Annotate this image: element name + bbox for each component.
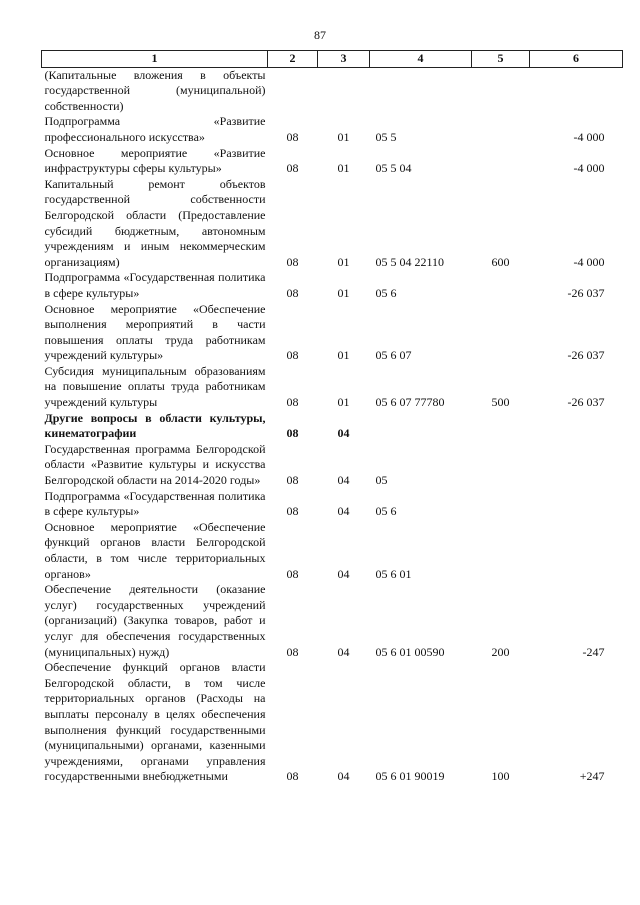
row-expense-type-cell bbox=[472, 489, 530, 520]
row-amount-cell: -26 037 bbox=[567, 285, 605, 300]
row-subsection-cell: 01 bbox=[337, 254, 350, 269]
row-amount-cell bbox=[530, 520, 623, 582]
table-row bbox=[42, 489, 623, 520]
row-section-cell: 08 bbox=[286, 504, 299, 519]
row-target-code-cell: 05 5 04 22110 bbox=[375, 254, 445, 269]
row-name-cell: Подпрограмма «Развитие профессионального искусства» bbox=[44, 114, 266, 144]
row-amount-cell bbox=[530, 442, 623, 489]
row-section-cell: 08 bbox=[286, 426, 299, 441]
row-name-cell: (Капитальные вложения в объекты государственной (муниципальной) собственности) bbox=[44, 67, 266, 113]
row-section-cell: 08 bbox=[286, 566, 299, 581]
row-target-code-cell: 05 bbox=[375, 473, 388, 488]
table-row bbox=[42, 660, 623, 785]
row-section-cell: 08 bbox=[286, 473, 299, 488]
row-expense-type-cell bbox=[472, 67, 530, 114]
row-subsection-cell: 04 bbox=[337, 473, 350, 488]
row-section-cell: 08 bbox=[286, 161, 299, 176]
row-subsection-cell: 04 bbox=[337, 504, 350, 519]
row-subsection-cell: 04 bbox=[337, 426, 350, 441]
row-name-cell: Обеспечение функций органов власти Белгородской области, в том числе территориальных органов (Расходы на выплаты персоналу в целях обеспечения выполнения функций государственными (муниципальными) органами, казенными учреждениями, органами управления государственными внебюджетными bbox=[44, 660, 266, 784]
row-expense-type-cell bbox=[472, 302, 530, 364]
row-target-code-cell: 05 6 bbox=[375, 504, 397, 519]
table-row bbox=[42, 582, 623, 660]
row-target-code-cell: 05 6 07 77780 bbox=[375, 395, 445, 410]
row-subsection-cell bbox=[318, 67, 370, 114]
table-row bbox=[42, 146, 623, 177]
row-name-cell: Подпрограмма «Государственная политика в сфере культуры» bbox=[44, 488, 266, 519]
column-header-amount: 6 bbox=[530, 51, 623, 68]
row-section-cell: 08 bbox=[286, 644, 299, 659]
row-amount-cell: -26 037 bbox=[567, 348, 605, 363]
row-amount-cell: -4 000 bbox=[573, 129, 605, 144]
row-subsection-cell: 01 bbox=[337, 395, 350, 410]
row-amount-cell: +247 bbox=[579, 769, 605, 784]
row-expense-type-cell bbox=[472, 270, 530, 301]
table-header bbox=[42, 51, 623, 68]
row-name-cell: Основное мероприятие «Обеспечение выполнения мероприятий в части повышения оплаты труда работникам учреждений культуры» bbox=[44, 301, 266, 363]
row-name-cell: Основное мероприятие «Развитие инфраструктуры сферы культуры» bbox=[44, 145, 266, 176]
row-subsection-cell: 04 bbox=[337, 769, 350, 784]
column-header-subsection: 3 bbox=[318, 51, 370, 68]
table-row bbox=[42, 114, 623, 145]
column-header-name: 1 bbox=[42, 51, 268, 68]
row-target-code-cell bbox=[370, 67, 472, 114]
table-row bbox=[42, 270, 623, 301]
row-target-code-cell bbox=[370, 411, 472, 442]
table-row bbox=[42, 177, 623, 271]
row-section-cell: 08 bbox=[286, 285, 299, 300]
table-row bbox=[42, 302, 623, 364]
row-amount-cell bbox=[530, 489, 623, 520]
row-name-cell: Основное мероприятие «Обеспечение функций органов власти Белгородской области, в том числе территориальных органов» bbox=[44, 519, 266, 581]
row-section-cell: 08 bbox=[286, 254, 299, 269]
row-name-cell: Государственная программа Белгородской области «Развитие культуры и искусства Белгородской области на 2014-2020 годы» bbox=[44, 441, 266, 488]
row-subsection-cell: 01 bbox=[337, 161, 350, 176]
table-row bbox=[42, 411, 623, 442]
row-section-cell bbox=[268, 67, 318, 114]
row-target-code-cell: 05 5 04 bbox=[375, 161, 412, 176]
table-row bbox=[42, 520, 623, 582]
row-expense-type-cell bbox=[472, 442, 530, 489]
row-amount-cell: -26 037 bbox=[567, 395, 605, 410]
row-target-code-cell: 05 6 01 90019 bbox=[375, 769, 445, 784]
row-section-cell: 08 bbox=[286, 395, 299, 410]
row-target-code-cell: 05 5 bbox=[375, 129, 397, 144]
row-section-cell: 08 bbox=[286, 348, 299, 363]
row-expense-type-cell bbox=[472, 411, 530, 442]
column-header-target-code: 4 bbox=[370, 51, 472, 68]
row-name-cell: Субсидия муниципальным образованиям на повышение оплаты труда работникам учреждений культуры bbox=[44, 363, 266, 410]
table-body bbox=[42, 67, 623, 785]
table-row bbox=[42, 442, 623, 489]
row-subsection-cell: 01 bbox=[337, 348, 350, 363]
row-name-cell: Капитальный ремонт объектов государственной собственности Белгородской области (Предоставление субсидий бюджетным, автономным учреждениям и иным некоммерческим организациям) bbox=[44, 176, 266, 269]
row-expense-type-cell: 600 bbox=[491, 254, 510, 269]
table-row bbox=[42, 67, 623, 114]
row-amount-cell bbox=[530, 411, 623, 442]
row-expense-type-cell bbox=[472, 114, 530, 145]
column-header-expense-type: 5 bbox=[472, 51, 530, 68]
row-amount-cell bbox=[530, 67, 623, 114]
row-target-code-cell: 05 6 01 00590 bbox=[375, 644, 445, 659]
row-expense-type-cell bbox=[472, 520, 530, 582]
row-amount-cell: -4 000 bbox=[573, 161, 605, 176]
page-number: 87 bbox=[314, 28, 326, 42]
row-subsection-cell: 04 bbox=[337, 644, 350, 659]
row-section-cell: 08 bbox=[286, 769, 299, 784]
row-amount-cell: -247 bbox=[582, 644, 605, 659]
row-section-cell: 08 bbox=[286, 129, 299, 144]
column-header-section: 2 bbox=[268, 51, 318, 68]
row-target-code-cell: 05 6 07 bbox=[375, 348, 412, 363]
budget-table bbox=[41, 50, 623, 785]
row-target-code-cell: 05 6 bbox=[375, 285, 397, 300]
row-name-cell: Подпрограмма «Государственная политика в сфере культуры» bbox=[44, 270, 266, 300]
row-target-code-cell: 05 6 01 bbox=[375, 566, 412, 581]
row-name-cell: Обеспечение деятельности (оказание услуг) государственных учреждений (организаций) (Закупка товаров, работ и услуг для обеспечения государственных (муниципальных) нужд) bbox=[44, 582, 266, 659]
table-row bbox=[42, 364, 623, 411]
row-expense-type-cell: 200 bbox=[491, 644, 510, 659]
row-subsection-cell: 01 bbox=[337, 129, 350, 144]
row-expense-type-cell bbox=[472, 146, 530, 177]
row-subsection-cell: 01 bbox=[337, 285, 350, 300]
row-name-cell: Другие вопросы в области культуры, кинематографии bbox=[44, 410, 266, 441]
row-expense-type-cell: 100 bbox=[491, 769, 510, 784]
row-expense-type-cell: 500 bbox=[491, 395, 510, 410]
row-subsection-cell: 04 bbox=[337, 566, 350, 581]
row-amount-cell: -4 000 bbox=[573, 254, 605, 269]
